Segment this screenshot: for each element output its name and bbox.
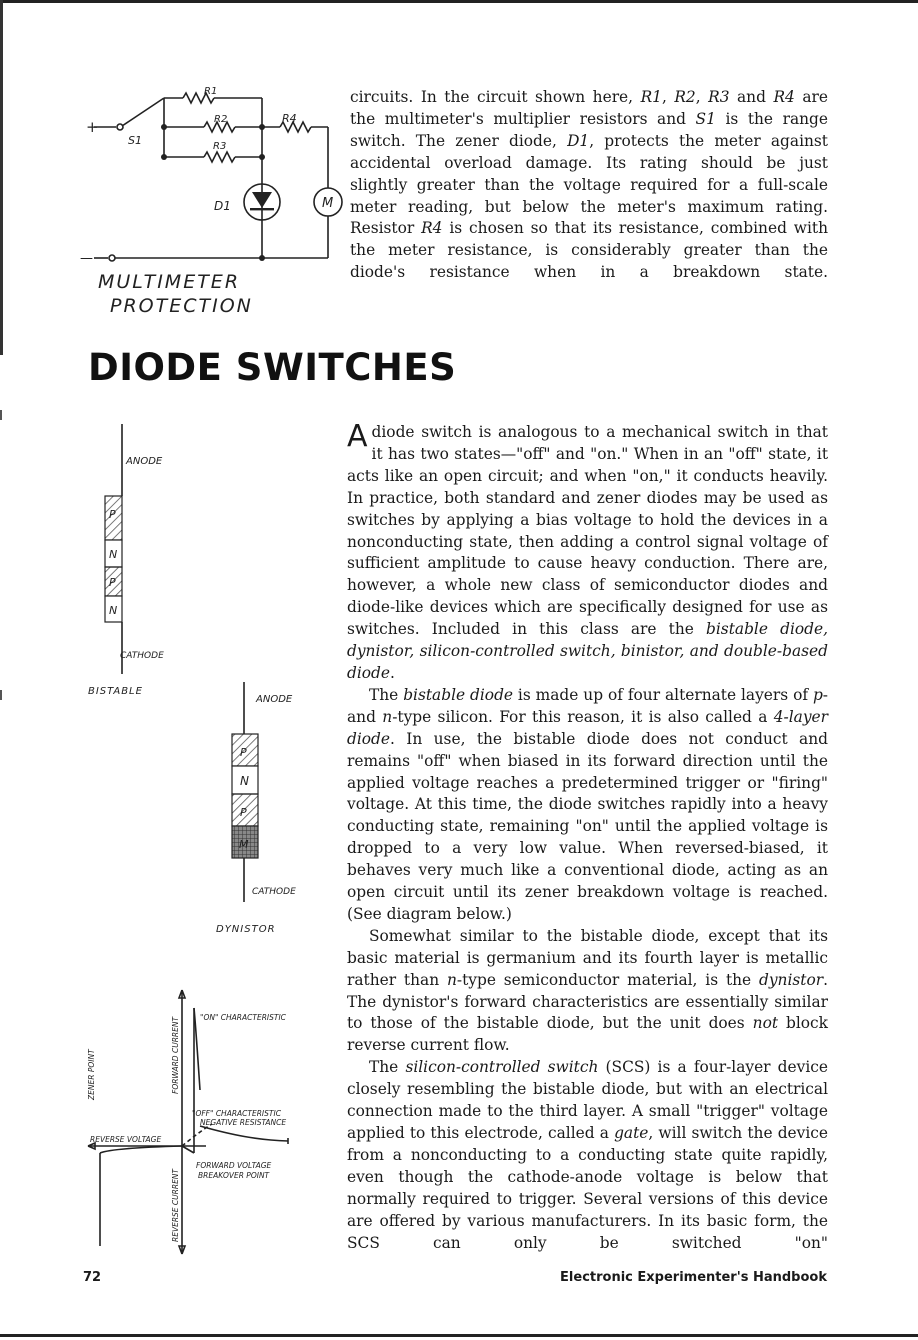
characteristic-curve-diagram: [82, 990, 332, 1260]
dropcap: A: [347, 419, 368, 454]
multimeter-protection-schematic: [80, 80, 340, 330]
book-title: Electronic Experimenter's Handbook: [560, 1270, 827, 1285]
char-revvoltage-label: REVERSE VOLTAGE: [90, 1135, 162, 1144]
char-revcurrent-label: REVERSE CURRENT: [171, 1169, 180, 1242]
paragraph-3: Somewhat similar to the bistable diode, except that its basic material is germanium and its fourth layer is metallic rather than n-type semiconductor material, is the dynistor. The dynistor's forward characteristics are essentially similar to those of the bistable diode, but the unit does not block reverse current flow.: [347, 926, 828, 1055]
bistable-layer-p1: P: [109, 508, 116, 521]
paragraph-1: A diode switch is analogous to a mechanical switch in that it has two states—"off" and "on." When in an "off" state, it acts like an open circuit; and when "on," it conducts heavily. In practice, both standard and zener diodes may be used as switches by applying a bias voltage to hold the devices in a nonconducting state, then adding a control signal voltage of sufficient amplitude to cause heavy conduction. There are, however, a whole new class of semiconductor diodes and diode-like devices which are specifically designed for use as switches. Included in this class are the bistable diode, dynistor, silicon-controlled switch, binistor, and double-based diode.: [347, 419, 828, 682]
char-fwdcurrent-label: FORWARD CURRENT: [171, 1016, 180, 1094]
label-r2: R2: [214, 114, 228, 125]
label-s1: S1: [128, 134, 142, 147]
bistable-layer-p2: P: [109, 576, 116, 589]
label-m: M: [322, 196, 334, 211]
caption-multimeter-line1: MULTIMETER: [98, 271, 241, 293]
dynistor-layer-m: M: [239, 838, 249, 851]
margin-tick: [0, 410, 2, 420]
dynistor-layer-p1: P: [240, 746, 247, 759]
dynistor-layer-p2: P: [240, 806, 247, 819]
label-d1: D1: [214, 199, 231, 213]
dynistor-diagram: [210, 682, 330, 942]
bistable-cathode-label: CATHODE: [120, 651, 164, 661]
left-margin-rule: [0, 0, 3, 355]
caption-multimeter-line2: PROTECTION: [110, 295, 253, 317]
bistable-anode-label: ANODE: [126, 456, 163, 467]
char-off-label: "OFF" CHARACTERISTIC: [192, 1109, 281, 1118]
label-minus: —: [80, 251, 93, 266]
bistable-layer-n1: N: [109, 548, 118, 561]
top-rule: [0, 0, 918, 3]
label-r3: R3: [213, 141, 227, 152]
bistable-caption: BISTABLE: [88, 686, 143, 697]
dynistor-cathode-label: CATHODE: [252, 887, 296, 897]
page-number: 72: [83, 1270, 102, 1285]
char-zener-label: ZENER POINT: [87, 1049, 96, 1100]
dynistor-anode-label: ANODE: [256, 694, 293, 705]
char-on-label: "ON" CHARACTERISTIC: [200, 1013, 286, 1022]
char-breakover-label: BREAKOVER POINT: [198, 1171, 270, 1180]
label-plus: +: [86, 118, 99, 136]
main-text: [347, 419, 829, 1254]
bottom-rule: [0, 1334, 918, 1337]
char-fwdvoltage-label: FORWARD VOLTAGE: [196, 1161, 272, 1170]
paragraph-2: The bistable diode is made up of four alternate layers of p-and n-type silicon. For this reason, it is also called a 4-layer diode. In use, the bistable diode does not conduct and remains "off" when biased in its forward direction until the applied voltage reaches a predetermined trigger or "firing" voltage. At this time, the diode switches rapidly into a heavy conducting state, remaining "on" until the applied voltage is dropped to a very low value. When reversed-biased, it behaves very much like a conventional diode, acting as an open circuit until its zener breakdown voltage is reached. (See diagram below.): [347, 685, 828, 923]
label-r4: R4: [282, 112, 297, 125]
section-heading: DIODE SWITCHES: [88, 346, 457, 389]
label-r1: R1: [204, 86, 218, 97]
intro-paragraph: circuits. In the circuit shown here, R1, R2, R3 and R4 are the multimeter's multiplier resistors and S1 is the range switch. The zener diode, D1, protects the meter against accidental overload damage. Its rating should be just slightly greater than the voltage required for a full-scale meter reading, but below the meter's maximum rating. Resistor R4 is chosen so that its resistance, combined with the meter resistance, is considerably greater than the diode's resistance when in a breakdown state.: [350, 88, 828, 282]
margin-tick: [0, 690, 2, 700]
paragraph-4: The silicon-controlled switch (SCS) is a four-layer device closely resembling the bistable diode, but with an electrical connection made to the third layer. A small "trigger" voltage applied to this electrode, called a gate, will switch the device from a nonconducting to a conducting state quite rapidly, even though the cathode-anode voltage is below that normally required to trigger. Several versions of this device are offered by various manufacturers. In its basic form, the SCS can only be switched "on": [347, 1058, 829, 1252]
bistable-layer-n2: N: [109, 604, 118, 617]
dynistor-layer-n: N: [240, 774, 249, 788]
char-negres-label: NEGATIVE RESISTANCE: [200, 1118, 287, 1127]
dynistor-caption: DYNISTOR: [216, 924, 276, 935]
bistable-diode-diagram: [88, 424, 220, 704]
